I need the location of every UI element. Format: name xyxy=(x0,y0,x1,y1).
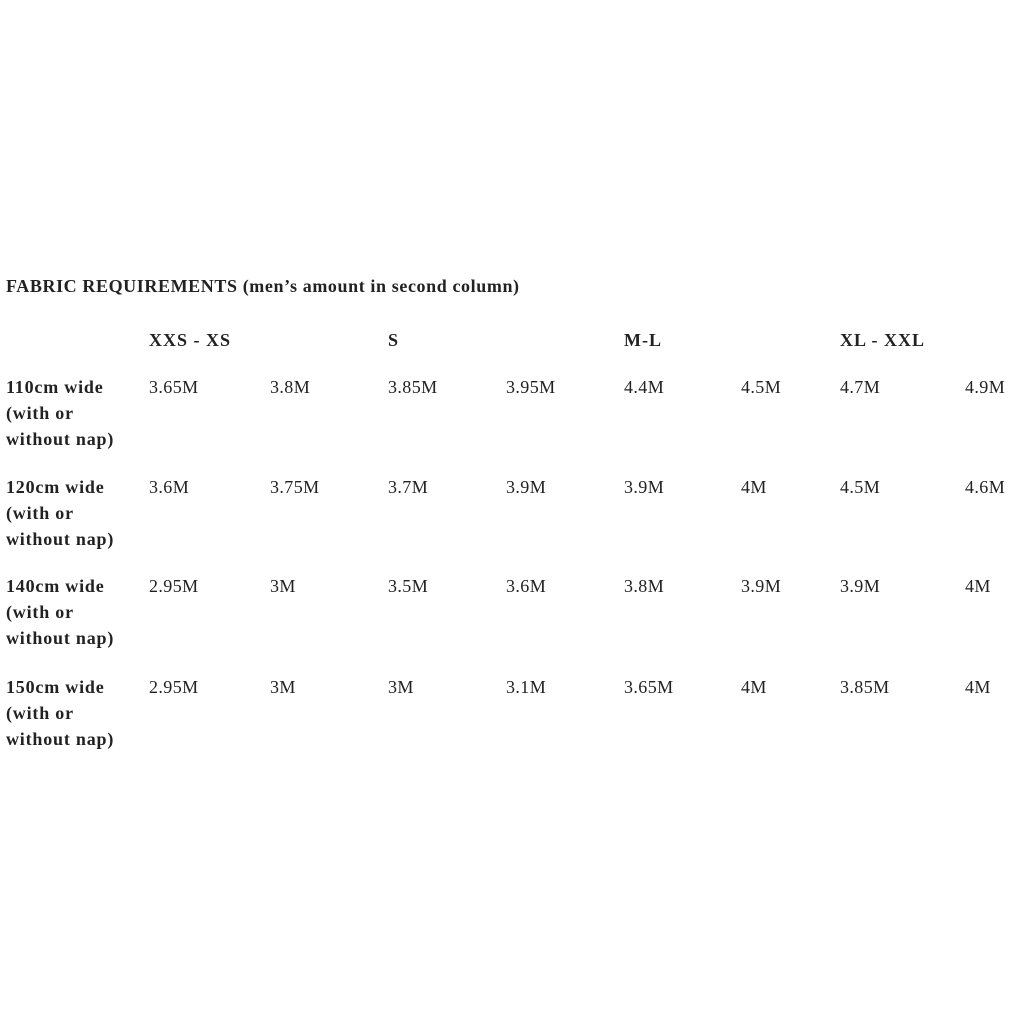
value-cell: 2.95M xyxy=(149,677,199,697)
row-label-line: 120cm wide xyxy=(6,477,105,497)
value-cell: 3.8M xyxy=(270,377,311,397)
title-note: (men’s amount in second column) xyxy=(242,276,520,296)
row-label-line: without nap) xyxy=(6,729,115,749)
value-cell: 3.9M xyxy=(624,477,665,497)
value-cell: 4M xyxy=(741,477,767,497)
row-label-110cm xyxy=(6,374,114,452)
value-cell: 3.1M xyxy=(506,677,547,697)
value-cell: 3M xyxy=(388,677,414,697)
row-label-line: (with or xyxy=(6,403,74,423)
value-cell: 4M xyxy=(741,677,767,697)
value-cell: 3.9M xyxy=(506,477,547,497)
value-cell: 3.6M xyxy=(149,477,190,497)
row-label-150cm xyxy=(6,674,114,752)
size-header-xl-xxl: XL - XXL xyxy=(840,330,926,350)
value-cell: 3.8M xyxy=(624,576,665,596)
row-label-line: 150cm wide xyxy=(6,677,105,697)
value-cell: 4.4M xyxy=(624,377,665,397)
row-label-line: without nap) xyxy=(6,529,115,549)
size-header-m-l: M-L xyxy=(624,330,662,350)
row-label-line: 110cm wide xyxy=(6,377,104,397)
row-label-line: (with or xyxy=(6,602,74,622)
row-label-140cm xyxy=(6,573,114,651)
value-cell: 4M xyxy=(965,576,991,596)
value-cell: 3.85M xyxy=(388,377,438,397)
title-main: FABRIC REQUIREMENTS xyxy=(6,276,238,296)
value-cell: 4.5M xyxy=(741,377,782,397)
size-header-xxs-xs: XXS - XS xyxy=(149,330,232,350)
value-cell: 3.9M xyxy=(741,576,782,596)
value-cell: 4.6M xyxy=(965,477,1006,497)
value-cell: 3.9M xyxy=(840,576,881,596)
value-cell: 3.6M xyxy=(506,576,547,596)
value-cell: 4.9M xyxy=(965,377,1006,397)
value-cell: 3.95M xyxy=(506,377,556,397)
value-cell: 3.65M xyxy=(624,677,674,697)
value-cell: 4.5M xyxy=(840,477,881,497)
size-header-s: S xyxy=(388,330,400,350)
row-label-line: without nap) xyxy=(6,628,115,648)
value-cell: 3.75M xyxy=(270,477,320,497)
value-cell: 3M xyxy=(270,576,296,596)
value-cell: 3.7M xyxy=(388,477,429,497)
row-label-120cm xyxy=(6,474,114,552)
value-cell: 3.85M xyxy=(840,677,890,697)
value-cell: 3M xyxy=(270,677,296,697)
value-cell: 4M xyxy=(965,677,991,697)
value-cell: 4.7M xyxy=(840,377,881,397)
value-cell: 3.5M xyxy=(388,576,429,596)
value-cell: 3.65M xyxy=(149,377,199,397)
row-label-line: 140cm wide xyxy=(6,576,105,596)
row-label-line: without nap) xyxy=(6,429,115,449)
row-label-line: (with or xyxy=(6,503,74,523)
row-label-line: (with or xyxy=(6,703,74,723)
value-cell: 2.95M xyxy=(149,576,199,596)
